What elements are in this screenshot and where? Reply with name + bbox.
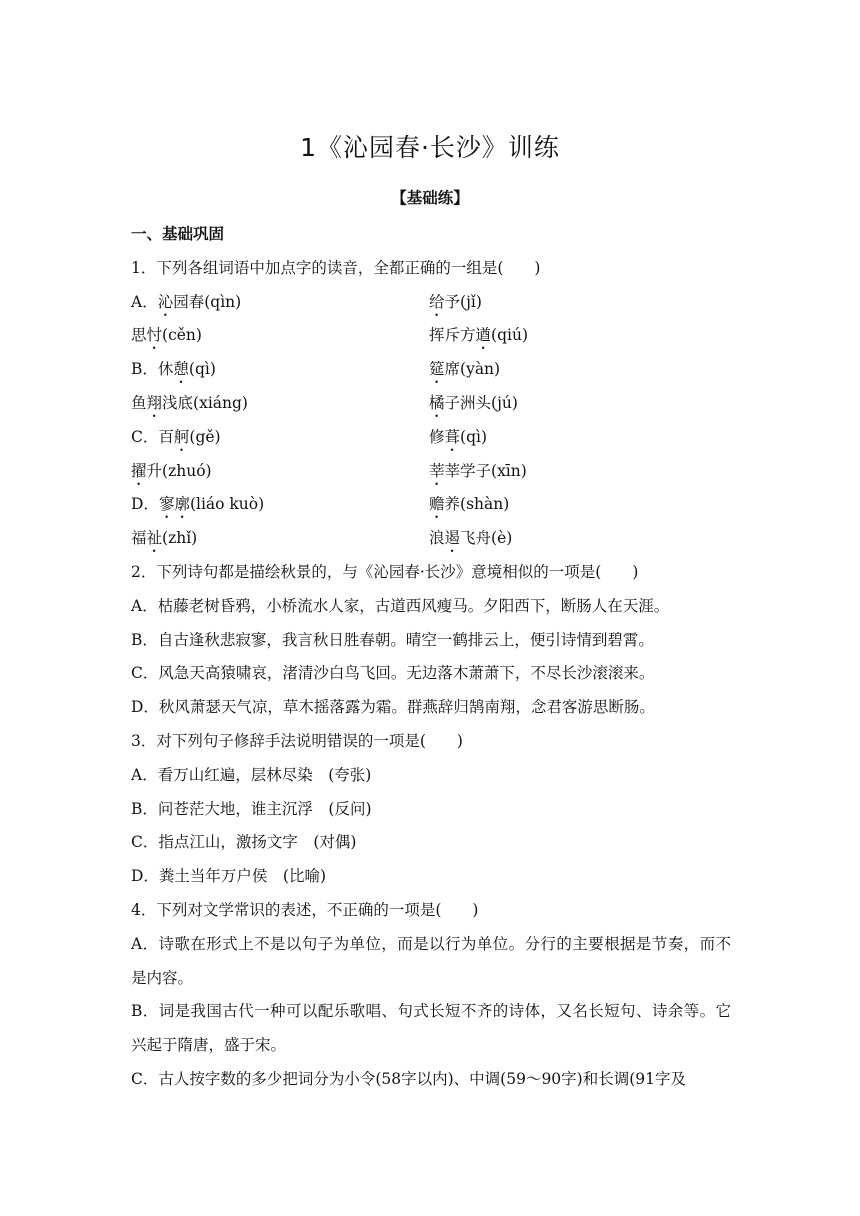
word-pronunciation-item bbox=[429, 286, 482, 320]
dotted-character: 憩 bbox=[173, 360, 189, 379]
question-3-stem: 3．对下列句子修辞手法说明错误的一项是( ) bbox=[131, 731, 463, 750]
item-suffix-text: (qì) bbox=[188, 360, 216, 379]
dotted-character: 寥廓 bbox=[158, 495, 190, 514]
question-3-option-d: D．粪土当年万户侯 (比喻) bbox=[131, 867, 327, 886]
item-suffix-text: 浅底(xiáng) bbox=[162, 393, 248, 412]
question-2-option-a: A．枯藤老树昏鸦，小桥流水人家，古道西风瘦马。夕阳西下，断肠人在天涯。 bbox=[131, 596, 670, 615]
question-1-option-row bbox=[131, 319, 731, 353]
item-prefix-text: 挥斥方 bbox=[429, 326, 476, 345]
word-pronunciation-item bbox=[131, 522, 429, 556]
item-suffix-text: 席(yàn) bbox=[444, 360, 501, 379]
question-3-option-b: B．问苍茫大地，谁主沉浮 (反问) bbox=[131, 799, 372, 818]
item-suffix-text: (qiú) bbox=[491, 326, 528, 345]
question-1-option-row bbox=[131, 353, 731, 387]
question-2-option-d: D．秋风萧瑟天气凉，草木摇落露为霜。群燕辞归鹄南翔，念君客游思断肠。 bbox=[131, 698, 655, 717]
dotted-character: 给 bbox=[429, 292, 445, 311]
word-pronunciation-item bbox=[429, 421, 487, 455]
dotted-character: 祉 bbox=[146, 529, 163, 548]
item-suffix-text: 养(shàn) bbox=[444, 495, 510, 514]
dotted-character: 擢 bbox=[131, 461, 147, 480]
item-prefix-text: A． bbox=[131, 292, 158, 311]
question-1-option-row bbox=[131, 286, 731, 320]
dotted-character: 沁 bbox=[157, 292, 174, 311]
part-heading: 一、基础巩固 bbox=[131, 225, 225, 243]
question-1-option-row bbox=[131, 488, 731, 522]
word-pronunciation-item bbox=[429, 455, 527, 489]
dotted-character: 橘 bbox=[429, 393, 445, 412]
item-suffix-text: (gě) bbox=[189, 427, 221, 446]
item-prefix-text: D． bbox=[131, 495, 159, 514]
item-suffix-text: 莘学子(xīn) bbox=[444, 461, 527, 480]
item-prefix-text: 浪 bbox=[429, 529, 445, 548]
item-suffix-text: (liáo kuò) bbox=[189, 495, 265, 514]
question-2-option-c: C．风急天高猿啸哀，渚清沙白鸟飞回。无边落木萧萧下，不尽长沙滚滚来。 bbox=[131, 664, 655, 683]
word-pronunciation-item bbox=[131, 286, 429, 320]
word-pronunciation-item bbox=[131, 488, 429, 522]
item-prefix-text: 福 bbox=[131, 529, 147, 548]
dotted-character: 筵 bbox=[429, 360, 445, 379]
question-1-options bbox=[131, 286, 731, 556]
item-prefix-text: 修 bbox=[429, 427, 445, 446]
dotted-character: 遏 bbox=[444, 529, 461, 548]
item-prefix-text: B．休 bbox=[131, 360, 174, 379]
word-pronunciation-item bbox=[131, 387, 429, 421]
item-prefix-text: 鱼 bbox=[131, 393, 147, 412]
item-suffix-text: (qì) bbox=[460, 427, 488, 446]
dotted-character: 忖 bbox=[146, 326, 163, 345]
word-pronunciation-item bbox=[429, 387, 518, 421]
dotted-character: 赡 bbox=[429, 495, 445, 514]
question-1-option-row bbox=[131, 522, 731, 556]
question-3-option-c: C．指点江山，激扬文字 (对偶) bbox=[131, 833, 357, 852]
item-suffix-text: (cěn) bbox=[162, 326, 202, 345]
item-prefix-text: C．百 bbox=[131, 427, 174, 446]
question-1-option-row bbox=[131, 387, 731, 421]
question-4-option-a: A．诗歌在形式上不是以句子为单位，而是以行为单位。分行的主要根据是节奏，而不是内容。 bbox=[131, 934, 731, 987]
question-3-option-a: A．看万山红遍，层林尽染 (夸张) bbox=[131, 765, 372, 784]
word-pronunciation-item bbox=[131, 421, 429, 455]
word-pronunciation-item bbox=[429, 522, 512, 556]
item-suffix-text: 升(zhuó) bbox=[146, 461, 212, 480]
item-suffix-text: 子洲头(jú) bbox=[444, 393, 518, 412]
word-pronunciation-item bbox=[131, 319, 429, 353]
dotted-character: 莘 bbox=[429, 461, 445, 480]
word-pronunciation-item bbox=[131, 353, 429, 387]
item-suffix-text: 飞舟(è) bbox=[460, 529, 513, 548]
word-pronunciation-item bbox=[429, 319, 528, 353]
question-2-option-b: B．自古逢秋悲寂寥，我言秋日胜春朝。晴空一鹤排云上，便引诗情到碧霄。 bbox=[131, 630, 654, 649]
question-4-option-b: B．词是我国古代一种可以配乐歌唱、句式长短不齐的诗体，又名长短句、诗余等。它兴起于隋唐，盛于宋。 bbox=[131, 1002, 731, 1055]
question-1-option-row bbox=[131, 421, 731, 455]
dotted-character: 舸 bbox=[173, 427, 190, 446]
word-pronunciation-item bbox=[131, 455, 429, 489]
question-1-stem: 1．下列各组词语中加点字的读音，全都正确的一组是( ) bbox=[131, 258, 541, 277]
question-4-option-c: C．古人按字数的多少把词分为小令(58字以内)、中调(59～90字)和长调(91字及 bbox=[131, 1069, 686, 1088]
item-suffix-text: 园春(qìn) bbox=[173, 292, 242, 311]
item-suffix-text: 予(jǐ) bbox=[444, 292, 482, 311]
dotted-character: 翔 bbox=[146, 393, 163, 412]
item-prefix-text: 思 bbox=[131, 326, 147, 345]
word-pronunciation-item bbox=[429, 488, 509, 522]
exercise-body bbox=[131, 218, 731, 1097]
page-title: 1《沁园春·长沙》训练 bbox=[300, 133, 560, 162]
section-heading: 【基础练】 bbox=[391, 189, 469, 207]
word-pronunciation-item bbox=[429, 353, 500, 387]
question-1-option-row bbox=[131, 455, 731, 489]
question-2-stem: 2．下列诗句都是描绘秋景的，与《沁园春·长沙》意境相似的一项是( ) bbox=[131, 562, 639, 581]
item-suffix-text: (zhǐ) bbox=[162, 529, 198, 548]
dotted-character: 遒 bbox=[475, 326, 492, 345]
dotted-character: 葺 bbox=[444, 427, 461, 446]
question-4-stem: 4．下列对文学常识的表述，不正确的一项是( ) bbox=[131, 900, 479, 919]
